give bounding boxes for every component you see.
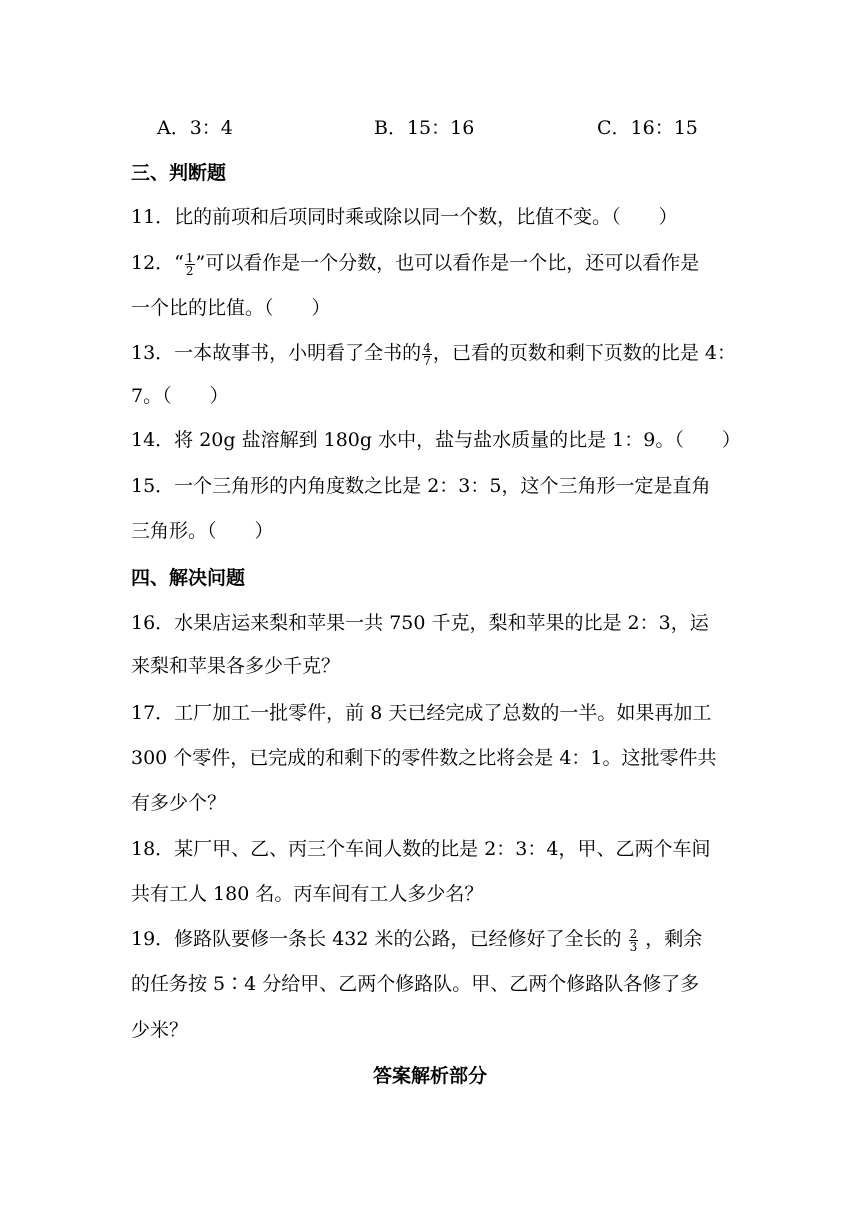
question-12-line-2: 一个比的比值。（ ） [131,297,331,319]
question-19-suffix: ，剩余 [645,928,703,950]
question-13-prefix: 13．一本故事书，小明看了全书的 [131,342,422,364]
fraction-four-sevenths [422,342,432,367]
question-17-line-2: 300 个零件，已完成的和剩下的零件数之比将会是 4：1。这批零件共 [131,747,717,769]
question-14: 14．将 20g 盐溶解到 180g 水中，盐与盐水质量的比是 1：9。（ ） [131,429,741,451]
fraction-denominator: 2 [185,263,194,278]
fraction-denominator: 3 [629,939,638,954]
question-17-line-1: 17．工厂加工一批零件，前 8 天已经完成了总数的一半。如果再加工 [131,702,712,724]
option-b: B．15：16 [374,117,475,139]
question-15-line-1: 15．一个三角形的内角度数之比是 2：3：5，这个三角形一定是直角 [131,475,711,497]
question-12-prefix: 12．“ [131,252,184,274]
question-18-line-2: 共有工人 180 名。丙车间有工人多少名？ [131,883,484,905]
question-19-line-3: 少米？ [131,1019,189,1041]
fraction-numerator: 2 [629,926,638,941]
fraction-numerator: 4 [423,340,431,355]
question-16-line-1: 16．水果店运来梨和苹果一共 750 千克，梨和苹果的比是 2：3，运 [131,612,709,634]
fraction-one-half [185,252,195,277]
question-17-line-3: 有多少个？ [131,792,227,814]
question-12-suffix: ”可以看作是一个分数，也可以看作是一个比，还可以看作是 [195,252,700,274]
answer-section-title: 答案解析部分 [372,1065,487,1087]
question-19-line-2: 的任务按 5∶4 分给甲、乙两个修路队。甲、乙两个修路队各修了多 [131,973,700,995]
section-3-title: 三、判断题 [131,162,227,184]
question-13-line-1 [131,340,736,366]
section-4-title: 四、解决问题 [131,567,246,589]
question-11: 11．比的前项和后项同时乘或除以同一个数，比值不变。（ ） [131,206,678,228]
option-c: C．16：15 [597,117,698,139]
question-15-line-2: 三角形。（ ） [131,520,274,542]
question-13-line-2: 7。（ ） [131,385,229,407]
question-12-line-1 [131,250,699,276]
question-19-line-1 [131,926,702,952]
question-13-suffix: ，已看的页数和剩下页数的比是 4： [432,342,736,364]
fraction-two-thirds [629,928,639,953]
question-19-prefix: 19．修路队要修一条长 432 米的公路，已经修好了全长的 [131,928,622,950]
question-16-line-2: 来梨和苹果各多少千克？ [131,655,341,677]
fraction-denominator: 7 [423,353,431,368]
question-18-line-1: 18．某厂甲、乙、丙三个车间人数的比是 2：3：4，甲、乙两个车间 [131,838,711,860]
option-a: A．3：4 [157,117,233,139]
fraction-numerator: 1 [185,250,194,265]
